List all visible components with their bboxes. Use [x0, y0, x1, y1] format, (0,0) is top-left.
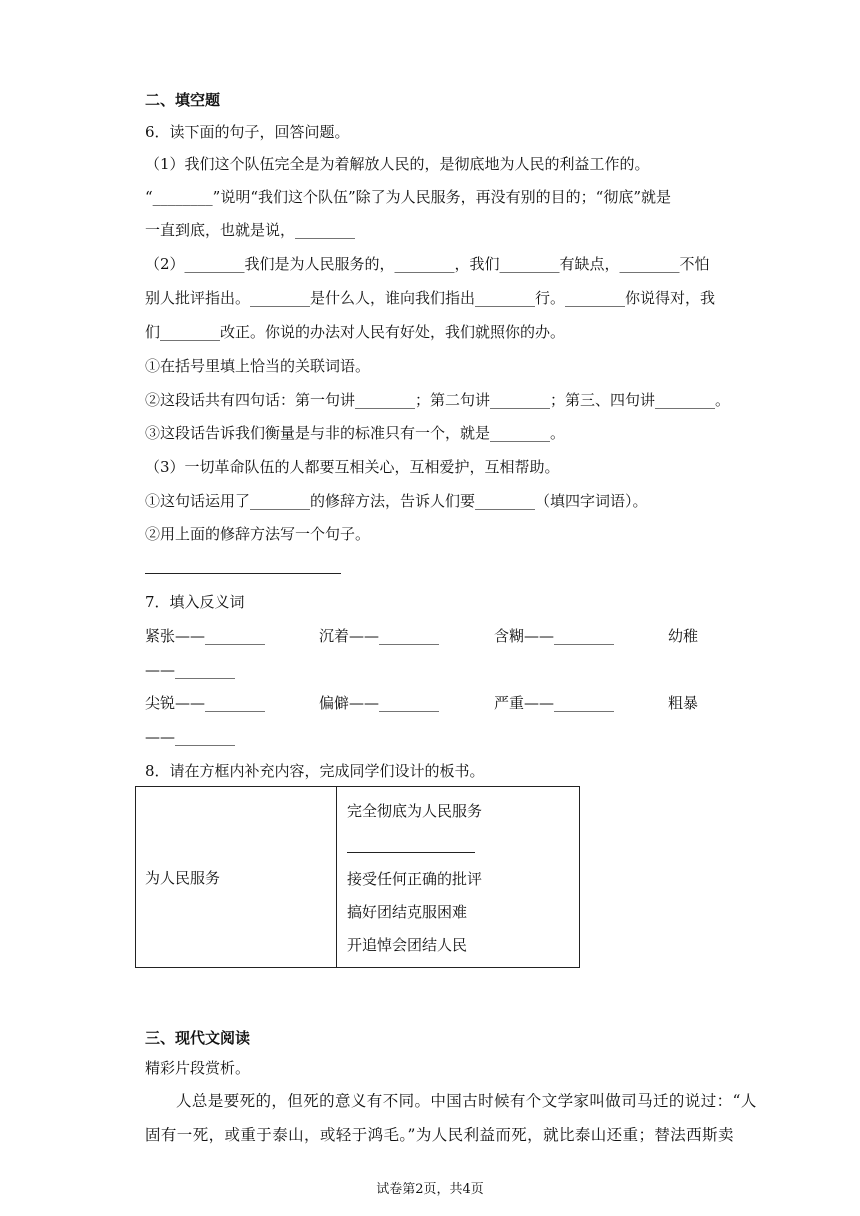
antonym-item: 偏僻——________ [319, 694, 440, 712]
page-footer: 试卷第2页，共4页 [376, 1182, 484, 1197]
question-8-title: 8．请在方框内补充内容，完成同学们设计的板书。 [145, 762, 485, 780]
question-6-intro: 6．读下面的句子，回答问题。 [145, 123, 350, 141]
q6-sentence-3: （3）一切革命队伍的人都要互相关心，互相爱护，互相帮助。 [145, 458, 560, 476]
q6-2-line-1: （2）________我们是为人民服务的，________，我们________有缺点，________不怕 [145, 255, 710, 273]
q6-2-subquestion-1: ①在括号里填上恰当的关联词语。 [145, 357, 371, 375]
antonym-item: 沉着——________ [319, 627, 440, 645]
antonym-item: 幼稚 [668, 627, 699, 645]
board-item: 开追悼会团结人民 [347, 936, 468, 954]
board-item: 搞好团结克服困难 [347, 903, 468, 921]
board-right-cell [337, 787, 580, 968]
q6-sentence-1: （1）我们这个队伍完全是为着解放人民的，是彻底地为人民的利益工作的。 [145, 155, 650, 173]
answer-line [145, 573, 341, 574]
antonym-item: 严重——________ [494, 694, 615, 712]
blackboard-table [135, 786, 580, 968]
q6-3-subquestion-1: ①这句话运用了________的修辞方法，告诉人们要________（填四字词语）。 [145, 492, 648, 510]
q6-2-line-3: 们________改正。你说的办法对人民有好处，我们就照你的办。 [145, 323, 566, 341]
antonym-item: 尖锐——________ [145, 694, 266, 712]
passage-line: 固有一死，或重于泰山，或轻于鸿毛。”为人民利益而死，就比泰山还重；替法西斯卖 [145, 1126, 734, 1144]
q6-2-subquestion-2: ②这段话共有四句话：第一句讲________；第二句讲________；第三、四句讲________。 [145, 391, 731, 409]
q6-2-line-2: 别人批评指出。________是什么人，谁向我们指出________行。________你说得对，我 [145, 289, 716, 307]
board-left-cell [136, 787, 337, 968]
board-topic: 为人民服务 [145, 868, 221, 887]
antonym-item-continued: ——________ [145, 728, 235, 746]
section-3-intro: 精彩片段赏析。 [145, 1059, 251, 1077]
antonym-item-continued: ——________ [145, 661, 235, 679]
section-heading: 三、现代文阅读 [145, 1029, 251, 1047]
q6-2-subquestion-3: ③这段话告诉我们衡量是与非的标准只有一个，就是________。 [145, 424, 566, 442]
board-item: 完全彻底为人民服务 [347, 802, 483, 820]
q6-3-subquestion-2: ②用上面的修辞方法写一个句子。 [145, 525, 371, 543]
board-blank-line [347, 852, 475, 853]
q6-1-line-2: 一直到底，也就是说，________ [145, 221, 356, 239]
antonym-item: 紧张——________ [145, 627, 266, 645]
antonym-item: 粗暴 [668, 694, 699, 712]
section-heading: 二、填空题 [145, 91, 221, 109]
antonym-item: 含糊——________ [494, 627, 615, 645]
board-item: 接受任何正确的批评 [347, 870, 483, 888]
q6-1-line-1: “________”说明“我们这个队伍”除了为人民服务，再没有别的目的；“彻底”就是 [145, 188, 672, 206]
passage-line: 人总是要死的，但死的意义有不同。中国古时候有个文学家叫做司马迁的说过：“人 [176, 1092, 757, 1110]
question-7-title: 7．填入反义词 [145, 593, 245, 611]
